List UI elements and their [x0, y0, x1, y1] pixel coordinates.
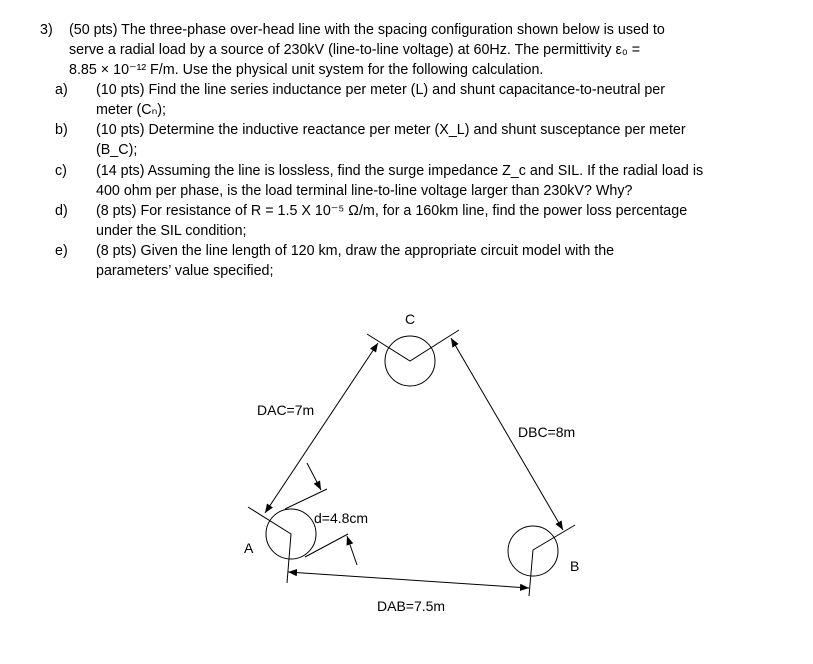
- dab-arrow: [288, 572, 529, 588]
- intro-line-2: serve a radial load by a source of 230kV (line-to-line voltage) at 60Hz. The permittivity ε₀ =: [69, 42, 641, 58]
- label-a: A: [244, 540, 254, 556]
- dbc-label: DBC=8m: [518, 424, 576, 440]
- intro-line-3: 8.85 × 10⁻¹² F/m. Use the physical unit system for the following calculation.: [69, 62, 544, 78]
- part-label: b): [55, 122, 68, 138]
- dab-label: DAB=7.5m: [377, 598, 446, 614]
- label-c: C: [405, 311, 416, 327]
- part-text: (10 pts) Determine the inductive reactance per meter (X_L) and shunt susceptance per meter: [96, 122, 686, 138]
- problem-number: 3): [40, 22, 53, 38]
- diameter-label: d=4.8cm: [314, 510, 369, 526]
- part-text: (10 pts) Find the line series inductance per meter (L) and shunt capacitance-to-neutral per: [96, 82, 665, 98]
- part-text: under the SIL condition;: [96, 223, 247, 239]
- part-label: d): [55, 203, 68, 219]
- part-text: parameters’ value specified;: [96, 263, 274, 279]
- part-text: (14 pts) Assuming the line is lossless, find the surge impedance Z_c and SIL. If the radial load is: [96, 163, 704, 179]
- part-label: e): [55, 243, 68, 259]
- part-text: (8 pts) For resistance of R = 1.5 X 10⁻⁵ Ω/m, for a 160km line, find the power loss percentage: [96, 203, 688, 219]
- dac-label: DAC=7m: [257, 402, 315, 418]
- part-text: 400 ohm per phase, is the load terminal line-to-line voltage larger than 230kV? Why?: [96, 183, 633, 199]
- part-label: a): [55, 82, 68, 98]
- part-label: c): [55, 163, 67, 179]
- part-text: meter (Cₙ);: [96, 102, 167, 118]
- part-text: (8 pts) Given the line length of 120 km, draw the appropriate circuit model with the: [96, 243, 615, 259]
- label-b: B: [570, 558, 580, 574]
- part-text: (B_C);: [96, 142, 138, 158]
- dac-arrow: [265, 343, 378, 513]
- intro-line-1: (50 pts) The three-phase over-head line with the spacing configuration shown below is used to: [69, 22, 665, 38]
